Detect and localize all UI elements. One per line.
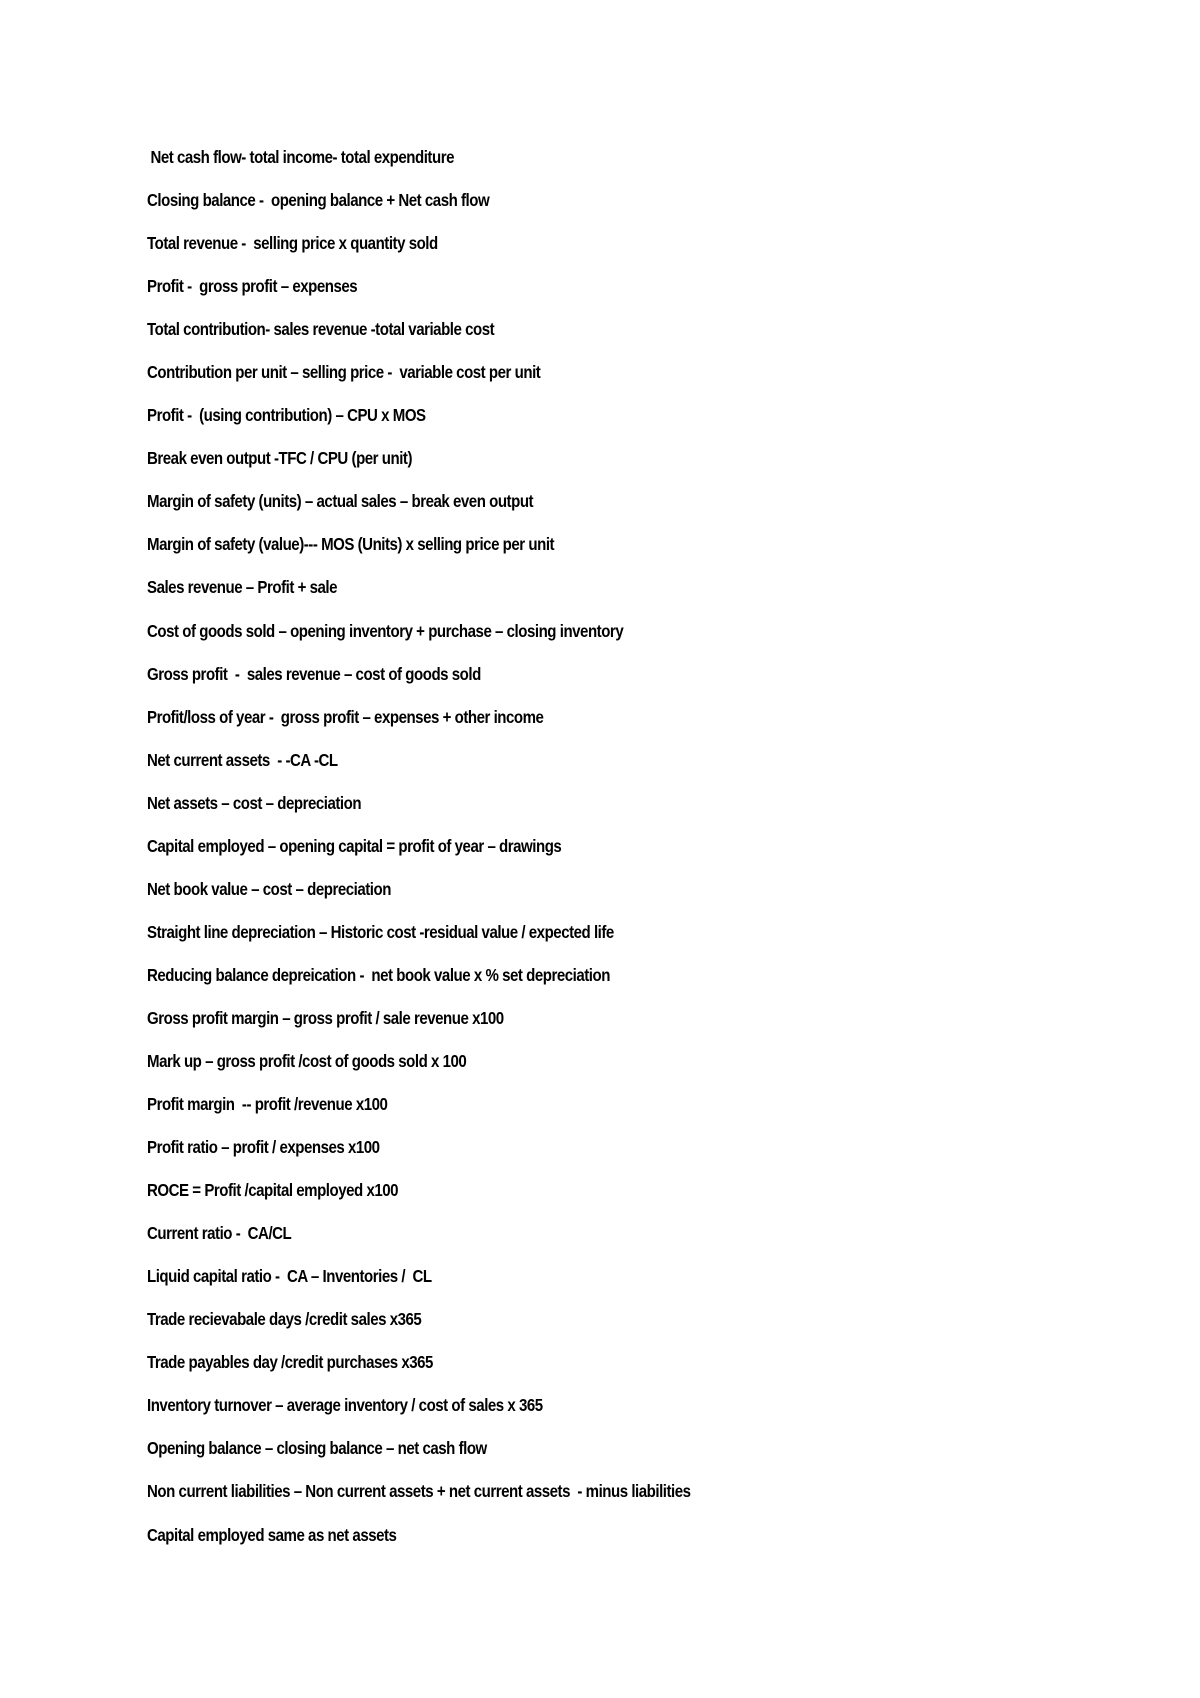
formula-line-profit-loss-of-year: Profit/loss of year - gross profit – expenses + other income (147, 706, 544, 727)
formula-line-contribution-per-unit: Contribution per unit – selling price - variable cost per unit (147, 362, 541, 383)
formula-line-gross-profit-margin: Gross profit margin – gross profit / sale revenue x100 (147, 1007, 504, 1028)
formula-line-profit-using-contribution: Profit - (using contribution) – CPU x MOS (147, 405, 426, 426)
formula-line-trade-receivable-days: Trade recievabale days /credit sales x365 (147, 1309, 422, 1330)
formula-line-total-revenue: Total revenue - selling price x quantity sold (147, 233, 438, 254)
formula-line-profit-ratio: Profit ratio – profit / expenses x100 (147, 1137, 380, 1158)
formula-line-opening-balance: Opening balance – closing balance – net cash flow (147, 1438, 487, 1459)
formula-line-net-book-value: Net book value – cost – depreciation (147, 878, 391, 899)
formula-line-gross-profit: Gross profit - sales revenue – cost of goods sold (147, 663, 481, 684)
formula-line-closing-balance: Closing balance - opening balance + Net cash flow (147, 190, 490, 211)
formula-line-inventory-turnover: Inventory turnover – average inventory / cost of sales x 365 (147, 1395, 543, 1416)
formula-line-margin-of-safety-units: Margin of safety (units) – actual sales – break even output (147, 491, 534, 512)
formula-line-current-ratio: Current ratio - CA/CL (147, 1223, 292, 1244)
formula-line-trade-payables-days: Trade payables day /credit purchases x365 (147, 1352, 433, 1373)
formula-line-straight-line-depreciation: Straight line depreciation – Historic cost -residual value / expected life (147, 921, 614, 942)
formula-line-cost-of-goods-sold: Cost of goods sold – opening inventory + purchase – closing inventory (147, 620, 624, 641)
formula-line-net-cash-flow: Net cash flow- total income- total expenditure (150, 147, 454, 167)
formula-line-mark-up: Mark up – gross profit /cost of goods sold x 100 (147, 1050, 467, 1071)
formula-line-net-current-assets: Net current assets - -CA -CL (147, 749, 338, 770)
formula-line-break-even-output: Break even output -TFC / CPU (per unit) (147, 448, 413, 469)
formula-line-reducing-balance-depreciation: Reducing balance depreication - net book value x % set depreciation (147, 964, 610, 985)
formula-list (147, 146, 779, 1567)
formula-line-net-assets: Net assets – cost – depreciation (147, 792, 362, 813)
formula-line-capital-employed-same-as-net-assets: Capital employed same as net assets (147, 1524, 397, 1545)
formula-line-profit: Profit - gross profit – expenses (147, 276, 358, 297)
formula-line-capital-employed: Capital employed – opening capital = profit of year – drawings (147, 835, 562, 856)
formula-line-profit-margin: Profit margin -- profit /revenue x100 (147, 1094, 388, 1115)
formula-line-roce: ROCE = Profit /capital employed x100 (147, 1180, 399, 1201)
formula-line-sales-revenue: Sales revenue – Profit + sale (147, 577, 337, 598)
formula-line-liquid-capital-ratio: Liquid capital ratio - CA – Inventories / CL (147, 1266, 432, 1287)
formula-line-non-current-liabilities: Non current liabilities – Non current assets + net current assets - minus liabilities (147, 1481, 691, 1502)
formula-line-total-contribution: Total contribution- sales revenue -total variable cost (147, 319, 495, 340)
formula-line-margin-of-safety-value: Margin of safety (value)--- MOS (Units) x selling price per unit (147, 534, 555, 555)
